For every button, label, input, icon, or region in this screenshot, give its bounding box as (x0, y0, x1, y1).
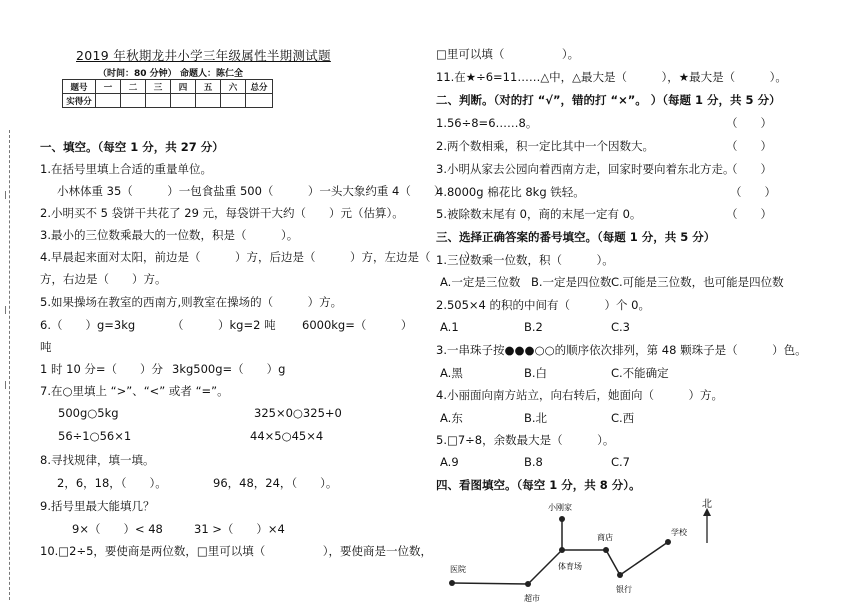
question-6-item-c: 6000kg=（ ） (302, 318, 413, 332)
binding-mark: | (4, 380, 7, 389)
score-cell: 三 (146, 80, 171, 94)
question-9: 9.括号里最大能填几？ (40, 499, 155, 513)
map-point (449, 580, 455, 586)
map-label-yinhang: 银行 (616, 585, 632, 594)
score-cell: 实得分 (63, 94, 96, 108)
judge-mark: （ ） (726, 207, 772, 221)
map-point (525, 581, 531, 587)
map-point (559, 516, 565, 522)
question-8: 8.寻找规律，填一填。 (40, 453, 155, 467)
score-input-cell (221, 94, 246, 108)
question-3: 3.最小的三位数乘最大的一位数，积是（ ）。 (40, 228, 299, 242)
question-8-item-b: 96，48，24，（ ）。 (213, 476, 338, 490)
question-1: 1.在括号里填上合适的重量单位。 (40, 162, 212, 176)
choice-option: B.2 (524, 320, 543, 334)
judge-item: 1.56÷8=6……8。 (436, 116, 538, 130)
score-input-cell (246, 94, 273, 108)
choice-option: B.8 (524, 455, 543, 469)
question-7-item-b: 325×0○325+0 (254, 406, 342, 420)
question-10: 10.□2÷5，要使商是两位数，□里可以填（ ），要使商是一位数， (40, 544, 433, 558)
binding-mark: | (4, 190, 7, 199)
judge-item: 5.被除数末尾有 0，商的末尾一定有 0。 (436, 207, 642, 221)
question-9-item-a: 9×（ ）< 48 (72, 522, 163, 536)
choice-option: A.一定是三位数 (440, 275, 521, 289)
question-6-item-d: 1 时 10 分=（ ）分 (40, 362, 164, 376)
choice-option: C.可能是三位数，也可能是四位数 (611, 275, 784, 289)
score-cell: 六 (221, 80, 246, 94)
choice-option: B.一定是四位数 (531, 275, 612, 289)
choice-question: 1.三位数乘一位数，积（ ）。 (436, 253, 614, 267)
exam-title: 2019 年秋期龙井小学三年级属性半期测试题 (76, 48, 331, 63)
map-label-tiyuchang: 体育场 (558, 562, 582, 571)
map-point (603, 547, 609, 553)
score-cell: 题号 (63, 80, 96, 94)
route-map (440, 495, 740, 607)
question-5: 5.如果操场在教室的西南方,则教室在操场的（ ）方。 (40, 295, 343, 309)
score-cell: 一 (96, 80, 121, 94)
choice-option: C.3 (611, 320, 631, 334)
choice-option: A.9 (440, 455, 459, 469)
section1-heading: 一、填空。（每空 1 分，共 27 分） (40, 140, 224, 154)
map-label-yiyuan: 医院 (450, 565, 466, 574)
section4-heading: 四、看图填空。（每空 1 分，共 8 分）。 (436, 478, 641, 492)
exam-author: 命题人：陈仁全 (180, 69, 244, 79)
score-input-cell (146, 94, 171, 108)
map-point (617, 572, 623, 578)
score-cell: 五 (196, 80, 221, 94)
map-north-label: 北 (702, 499, 712, 510)
score-input-cell (196, 94, 221, 108)
map-label-xiaogang: 小刚家 (548, 503, 572, 512)
choice-question: 2.505×4 的积的中间有（ ）个 0。 (436, 298, 651, 312)
score-input-cell (171, 94, 196, 108)
question-9-item-b: 31 >（ ）×4 (194, 522, 285, 536)
question-6-item-b: （ ）kg=2 吨 (172, 318, 276, 332)
score-cell: 总分 (246, 80, 273, 94)
binding-mark: | (4, 305, 7, 314)
question-10-continued: □里可以填（ ）。 (436, 47, 580, 61)
question-6-item-a: 6.（ ）g=3kg (40, 318, 136, 332)
map-point (665, 539, 671, 545)
choice-question: 5.□7÷8，余数最大是（ ）。 (436, 433, 615, 447)
choice-option: B.白 (524, 366, 548, 380)
section3-heading: 三、选择正确答案的番号填空。（每题 1 分，共 5 分） (436, 230, 716, 244)
choice-option: B.北 (524, 411, 548, 425)
score-table-score-row (63, 94, 273, 108)
question-6-unit: 吨 (40, 340, 52, 354)
choice-option: C.不能确定 (611, 366, 669, 380)
question-4-line2: 方，右边是（ ）方。 (40, 272, 167, 286)
question-7-item-c: 56÷1○56×1 (58, 429, 132, 443)
question-1-items: 小林体重 35（ ）一包食盐重 500（ ）一头大象约重 4（ ） (57, 184, 446, 198)
judge-mark: （ ） (726, 162, 772, 176)
judge-item: 2.两个数相乘，积一定比其中一个因数大。 (436, 139, 654, 153)
section2-heading: 二、判断。（对的打 “√”，错的打 “×”。 ）（每题 1 分，共 5 分） (436, 93, 781, 107)
question-7-item-a: 500g○5kg (58, 406, 119, 420)
question-8-item-a: 2，6，18，（ ）。 (57, 476, 167, 490)
score-input-cell (121, 94, 146, 108)
choice-option: A.1 (440, 320, 459, 334)
score-input-cell (96, 94, 121, 108)
question-4-line1: 4.早晨起来面对太阳，前边是（ ）方，后边是（ ）方，左边是（ ） (40, 250, 477, 264)
question-2: 2.小明买不 5 袋饼干共花了 29 元，每袋饼干大约（ ）元（估算）。 (40, 206, 404, 220)
choice-option: A.黑 (440, 366, 463, 380)
judge-mark: （ ） (726, 139, 772, 153)
choice-option: A.东 (440, 411, 463, 425)
judge-item: 3.小明从家去公园向着西南方走，回家时要向着东北方走。 (436, 162, 735, 176)
score-table-header-row (63, 80, 273, 94)
judge-mark: （ ） (730, 185, 776, 199)
map-point (559, 547, 565, 553)
score-cell: 二 (121, 80, 146, 94)
choice-question: 3.一串珠子按●●●○○的顺序依次排列，第 48 颗珠子是（ ）色。 (436, 343, 807, 357)
exam-time: （时间：80 分钟） (98, 69, 177, 79)
question-7-item-d: 44×5○45×4 (250, 429, 324, 443)
judge-item: 4.8000g 棉花比 8kg 铁轻。 (436, 185, 585, 199)
map-label-xuexiao: 学校 (671, 528, 687, 537)
choice-option: C.7 (611, 455, 631, 469)
map-label-chaoshi: 超市 (524, 594, 540, 603)
score-table (62, 79, 273, 108)
question-7: 7.在○里填上 “>”、“<” 或者 “=”。 (40, 384, 229, 398)
binding-line (9, 130, 10, 600)
question-11: 11.在★÷6=11……△中，△最大是（ ），★最大是（ ）。 (436, 70, 787, 84)
question-6-item-e: 3kg500g=（ ）g (172, 362, 286, 376)
judge-mark: （ ） (726, 116, 772, 130)
choice-question: 4.小丽面向南方站立，向右转后，她面向（ ）方。 (436, 388, 723, 402)
score-cell: 四 (171, 80, 196, 94)
choice-option: C.西 (611, 411, 635, 425)
map-label-shangdian: 商店 (597, 533, 613, 542)
